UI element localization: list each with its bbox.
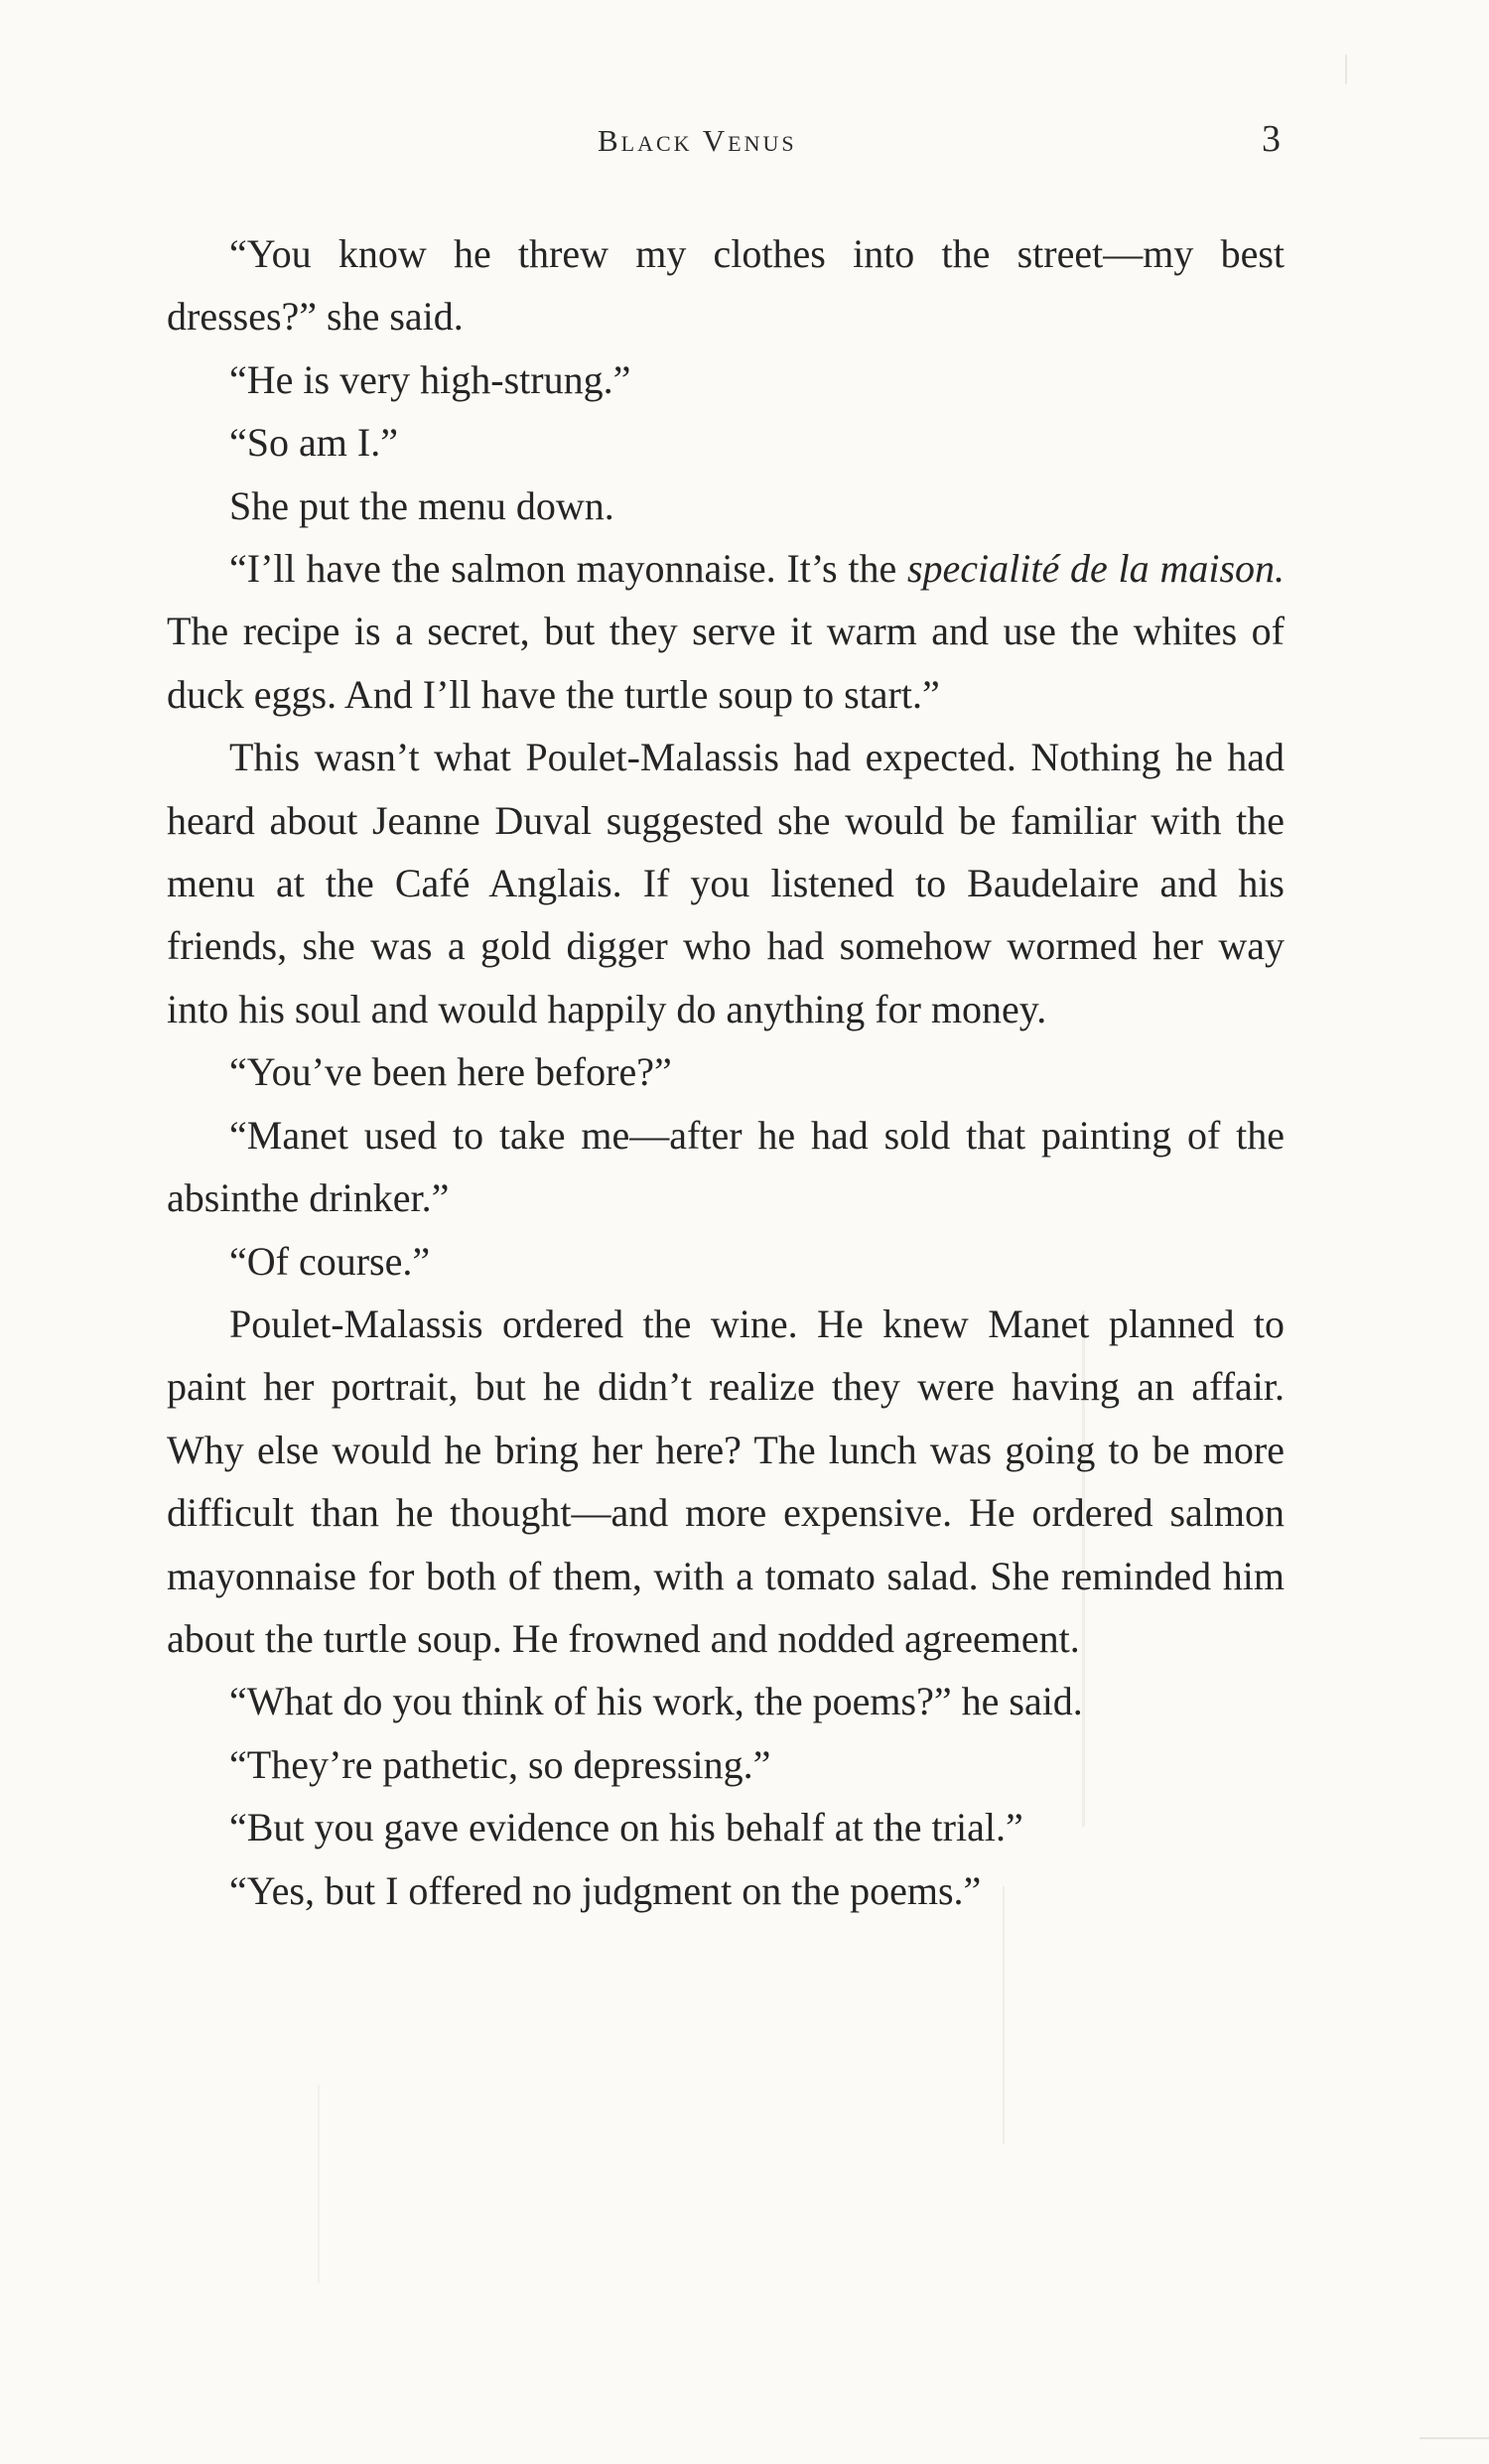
italic-phrase: specialité de la maison. [906, 546, 1286, 592]
scan-artifact [318, 2085, 320, 2283]
running-title: Black Venus [598, 123, 797, 158]
paragraph: “You know he threw my clothes into the street—my best dresses?” she said. [167, 231, 1285, 340]
page-number: 3 [1262, 118, 1281, 160]
scan-artifact [1345, 55, 1347, 84]
paragraph: “So am I.” [229, 420, 398, 466]
scan-artifact [1003, 1886, 1005, 2144]
paragraph-text: “I’ll have the salmon mayonnaise. It’s the [229, 546, 907, 592]
paragraph: Poulet-Malassis ordered the wine. He knew Manet planned to paint her portrait, but he didn’t realize they were having an affair. Why else would he bring her here? The lunch was going to be more difficult than he thought—and more expensive. He ordered salmon mayonnaise for both of them, with a tomato salad. She reminded him about the turtle soup. He frowned and nodded agreement. [167, 1300, 1285, 1661]
paragraph: “Yes, but I offered no judgment on the poems.” [229, 1867, 982, 1913]
running-header [0, 117, 1489, 167]
scan-artifact [1420, 2437, 1489, 2439]
paragraph: “He is very high-strung.” [229, 356, 631, 402]
paragraph-text: The recipe is a secret, but they serve it warm and use the whites of duck eggs. And I’ll have the turtle soup to start.” [167, 609, 1285, 717]
paragraph: “You’ve been here before?” [229, 1049, 672, 1095]
paragraph [167, 537, 1285, 726]
paragraph: This wasn’t what Poulet-Malassis had expected. Nothing he had heard about Jeanne Duval suggested she would be familiar with the menu at the Café Anglais. If you listened to Baudelaire and his friends, she was a gold digger who had somehow wormed her way into his soul and would happily do anything for money. [167, 735, 1285, 1031]
paragraph: “Of course.” [229, 1238, 431, 1284]
paragraph: She put the menu down. [229, 482, 614, 528]
paragraph: “What do you think of his work, the poems?” he said. [229, 1679, 1083, 1724]
paragraph: “But you gave evidence on his behalf at the trial.” [229, 1805, 1023, 1850]
paragraph: “Manet used to take me—after he had sold that painting of the absinthe drinker.” [167, 1112, 1285, 1221]
body-text [167, 222, 1285, 1922]
paragraph: “They’re pathetic, so depressing.” [229, 1741, 771, 1787]
